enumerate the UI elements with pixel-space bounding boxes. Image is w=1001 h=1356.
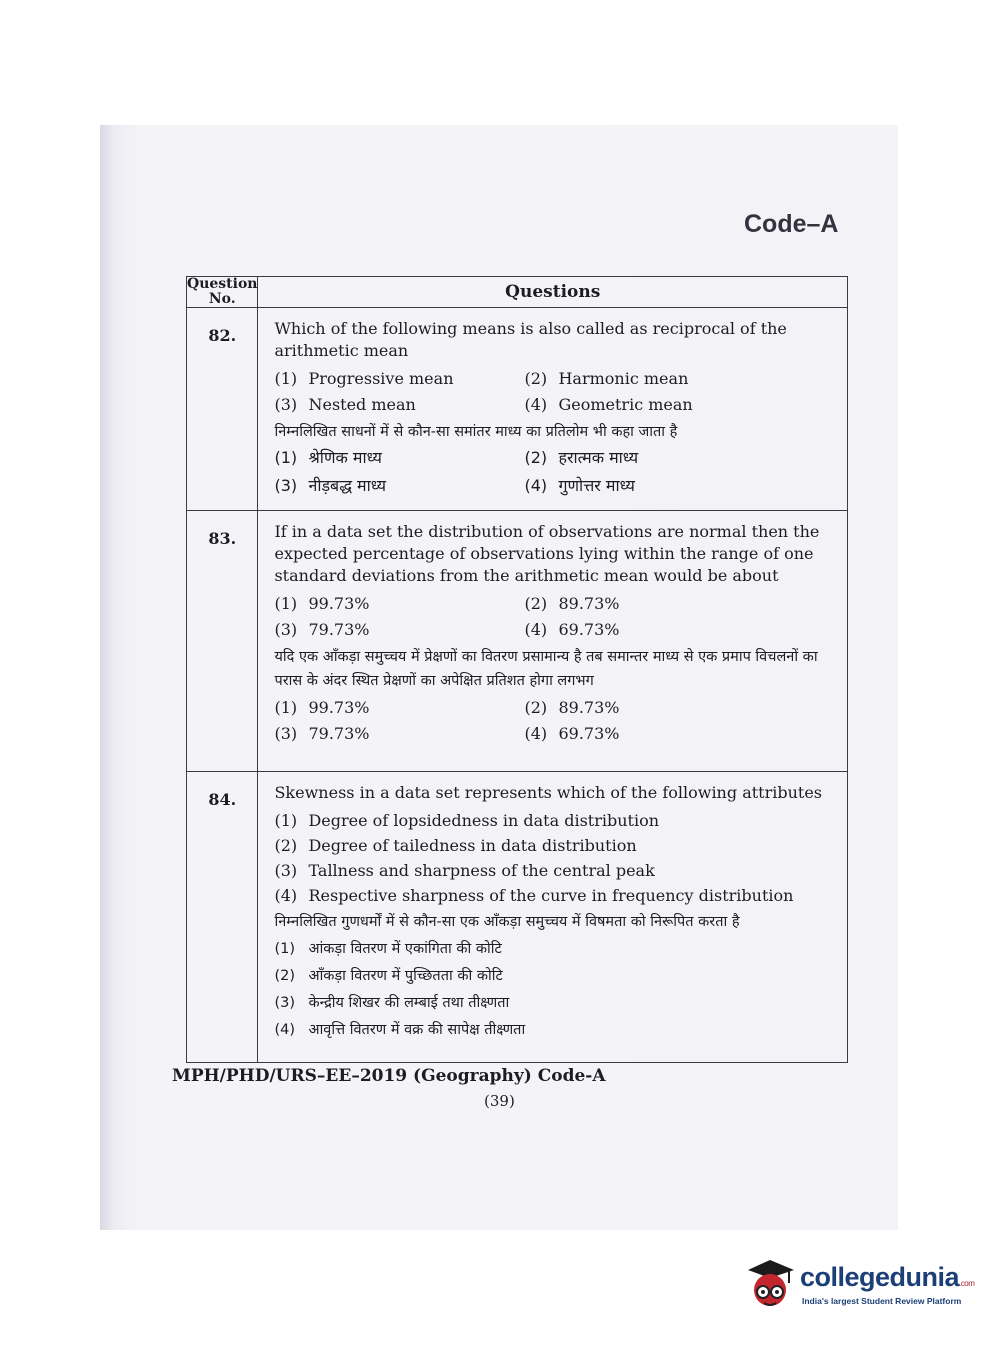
question-number: 84. [187, 772, 258, 1063]
page-number: (39) [484, 1092, 515, 1110]
question-text-en: If in a data set the distribution of observations are normal then the expected percentage of observations lying within the range of one standard deviations from the arithmetic mean would be about [274, 522, 820, 585]
options-en [274, 368, 837, 416]
option-4: (4) Respective sharpness of the curve in frequency distribution [274, 886, 794, 905]
option-2-hi: (2) हरात्मक माध्य [524, 448, 639, 467]
question-84-row [187, 772, 848, 1063]
option-3-hi: (3) केन्द्रीय शिखर की लम्बाई तथा तीक्ष्णता [274, 995, 510, 1011]
option-4-hi: (4) 69.73% [524, 724, 620, 743]
option-1-hi: (1) आंकड़ा वितरण में एकांगिता की कोटि [274, 941, 502, 957]
option-3-hi: (3) 79.73% [274, 724, 370, 743]
question-text-hi: निम्नलिखित गुणधर्मों में से कौन-सा एक आँकड़ा समुच्चय में विषमता को निरूपित करता है [274, 914, 740, 930]
question-82-row [187, 308, 848, 511]
question-number: 83. [187, 511, 258, 772]
option-3: (3) Nested mean [274, 395, 416, 414]
options-hi [274, 937, 837, 1042]
option-2-hi: (2) आँकड़ा वितरण में पुच्छितता की कोटि [274, 968, 503, 984]
question-text-hi: निम्नलिखित साधनों में से कौन-सा समांतर माध्य का प्रतिलोम भी कहा जाता है [274, 424, 678, 440]
option-1-hi: (1) 99.73% [274, 698, 370, 717]
question-text-en: Skewness in a data set represents which of the following attributes [274, 783, 823, 802]
question-table [186, 276, 848, 1063]
question-83-row [187, 511, 848, 772]
options-en [274, 593, 837, 641]
header-questions: Questions [258, 277, 848, 308]
question-text-hi: यदि एक आँकड़ा समुच्चय में प्रेक्षणों का वितरण प्रसामान्य है तब समान्तर माध्य से एक प्रमाप विचलनों का परास के अंदर स्थित प्रेक्षणों का अपेक्षित प्रतिशत होगा लगभग [274, 649, 818, 689]
question-body [258, 772, 848, 1063]
option-4: (4) Geometric mean [524, 395, 693, 414]
option-4: (4) 69.73% [524, 620, 620, 639]
option-2-hi: (2) 89.73% [524, 698, 620, 717]
footer-code: MPH/PHD/URS–EE–2019 (Geography) Code-A [172, 1066, 606, 1086]
header-question-no: Question No. [187, 276, 258, 307]
option-1: (1) Degree of lopsidedness in data distribution [274, 811, 660, 830]
option-2: (2) 89.73% [524, 594, 620, 613]
question-number: 82. [187, 308, 258, 511]
option-3: (3) Tallness and sharpness of the central peak [274, 861, 655, 880]
mascot-icon [744, 1256, 798, 1312]
question-text-en: Which of the following means is also called as reciprocal of the arithmetic mean [274, 319, 787, 360]
option-1: (1) 99.73% [274, 594, 370, 613]
question-body [258, 308, 848, 511]
option-1-hi: (1) श्रेणिक माध्य [274, 448, 382, 467]
option-4-hi: (4) गुणोत्तर माध्य [524, 476, 635, 495]
logo-tagline: India's largest Student Review Platform [802, 1296, 962, 1306]
option-4-hi: (4) आवृत्ति वितरण में वक्र की सापेक्ष तीक्ष्णता [274, 1022, 526, 1038]
options-hi [274, 697, 837, 745]
option-3: (3) 79.73% [274, 620, 370, 639]
options-hi [274, 446, 837, 498]
options-en [274, 810, 837, 907]
collegedunia-logo[interactable]: collegedunia.com India's largest Student Review Platform [744, 1256, 974, 1316]
option-3-hi: (3) नीड़बद्ध माध्य [274, 476, 387, 495]
option-1: (1) Progressive mean [274, 369, 454, 388]
question-body [258, 511, 848, 772]
code-label: Code–A [744, 210, 839, 238]
option-2: (2) Harmonic mean [524, 369, 689, 388]
option-2: (2) Degree of tailedness in data distribution [274, 836, 637, 855]
